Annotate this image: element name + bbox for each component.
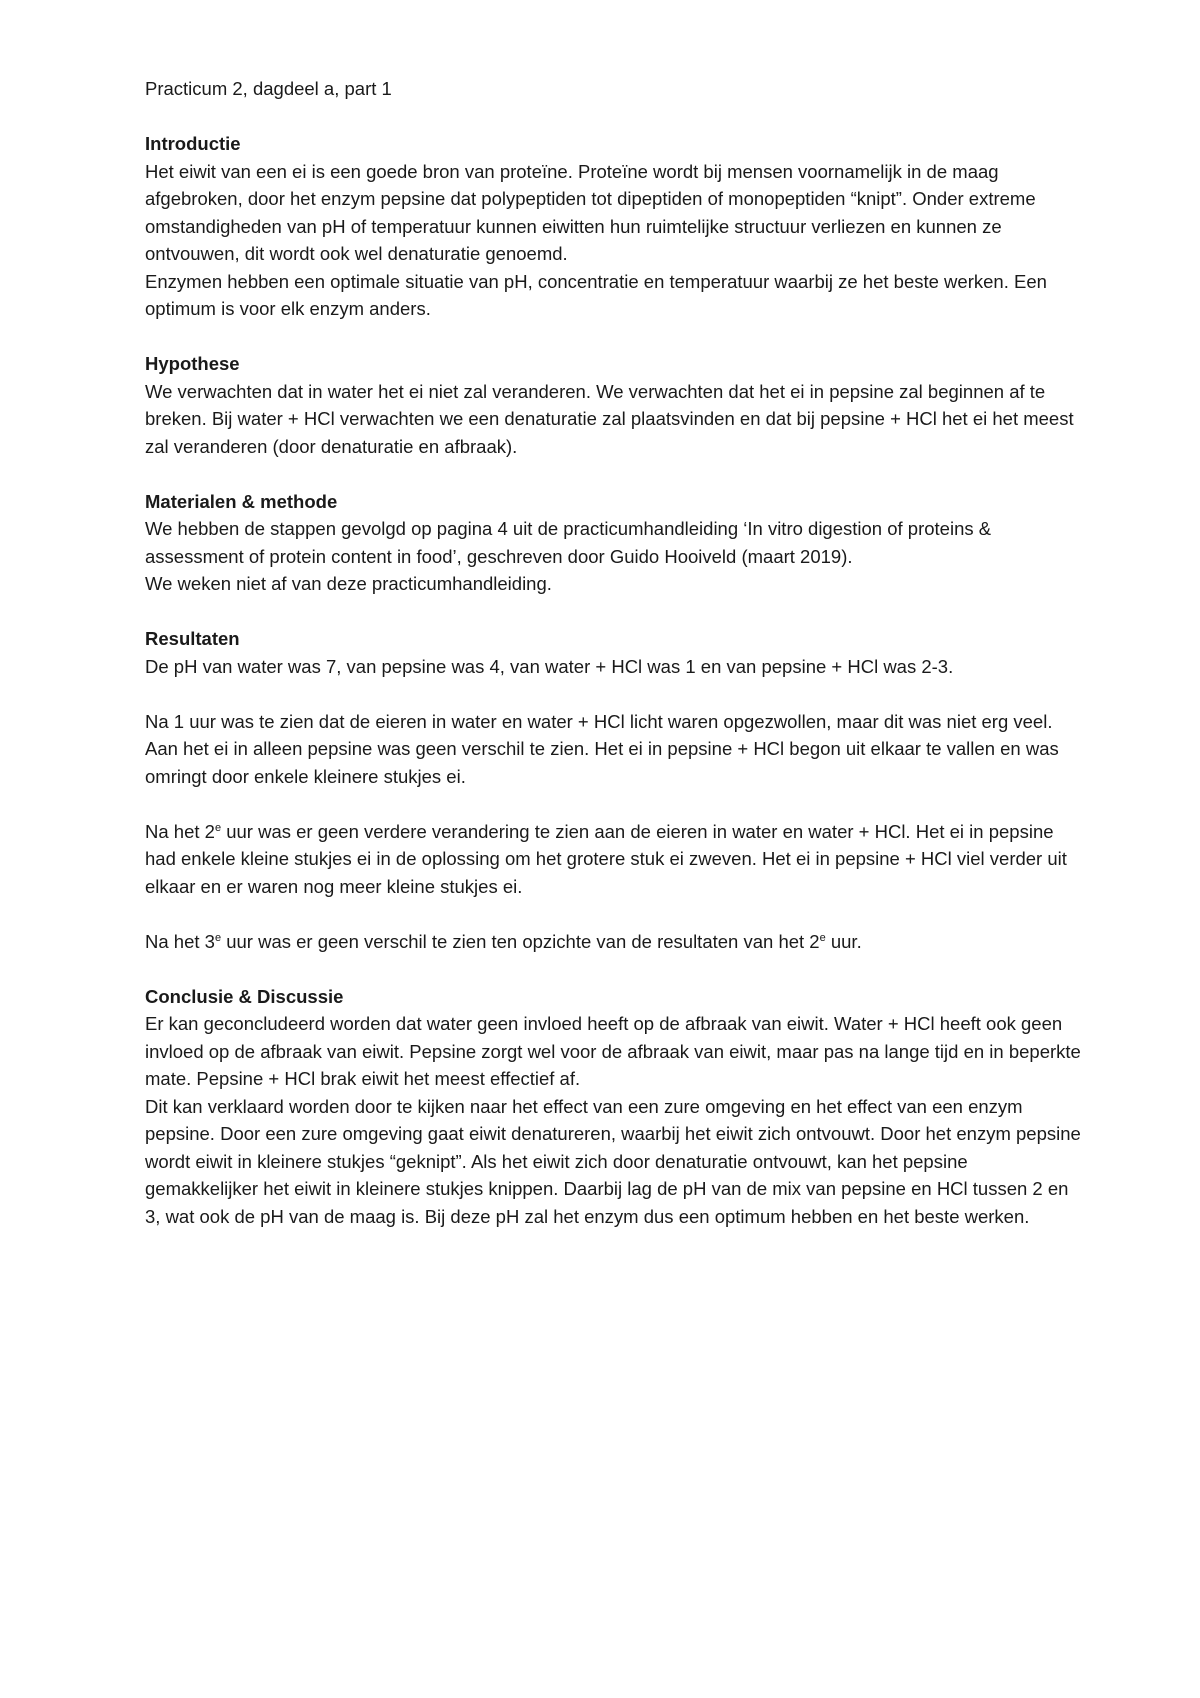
resultaten-p4-mid: uur was er geen verschil te zien ten opzichte van de resultaten van het 2 [221, 930, 820, 952]
section-resultaten [145, 625, 1085, 955]
resultaten-paragraph-4 [145, 928, 1085, 956]
resultaten-paragraph-1: De pH van water was 7, van pepsine was 4, van water + HCl was 1 en van pepsine + HCl was 2-3. [145, 655, 954, 677]
resultaten-p4-after: uur. [825, 930, 862, 952]
heading-hypothese: Hypothese [145, 353, 240, 374]
resultaten-paragraph-3 [145, 818, 1085, 901]
resultaten-p3-before: Na het 2 [145, 820, 215, 842]
resultaten-paragraph-2: Na 1 uur was te zien dat de eieren in water en water + HCl licht waren opgezwollen, maar dit was niet erg veel. Aan het ei in alleen pepsine was geen verschil te zien. Het ei in pepsine + HCl begon uit elkaar te vallen en was omringt door enkele kleinere stukjes ei. [145, 710, 1059, 787]
conclusie-paragraph-2: Dit kan verklaard worden door te kijken naar het effect van een zure omgeving en het effect van een enzym pepsine. Door een zure omgeving gaat eiwit denatureren, waarbij het eiwit zich ontvouwt. Door het enzym pepsine wordt eiwit in kleinere stukjes “geknipt”. Als het eiwit zich door denaturatie ontvouwt, kan het pepsine gemakkelijker het eiwit in kleinere stukjes knippen. Daarbij lag de pH van de mix van pepsine en HCl tussen 2 en 3, wat ook de pH van de maag is. Bij deze pH zal het enzym dus een optimum hebben en het beste werken. [145, 1095, 1081, 1227]
heading-introductie: Introductie [145, 133, 241, 154]
resultaten-p4-before: Na het 3 [145, 930, 215, 952]
resultaten-p3-sup: e [214, 821, 222, 834]
resultaten-p3-after: uur was er geen verdere verandering te zien aan de eieren in water en water + HCl. Het ei in pepsine had enkele kleine stukjes ei in de oplossing om het grotere stuk ei zweven. Het ei in pepsine + HCl viel verder uit elkaar en er waren nog meer kleine stukjes ei. [145, 820, 1067, 897]
materialen-paragraph-1: We hebben de stappen gevolgd op pagina 4 uit de practicumhandleiding ‘In vitro digestion of proteins & assessment of protein content in food’, geschreven door Guido Hooiveld (maart 2019). [145, 518, 992, 567]
heading-conclusie-discussie: Conclusie & Discussie [145, 985, 344, 1007]
introductie-paragraph-1: Het eiwit van een ei is een goede bron van proteïne. Proteïne wordt bij mensen voornamelijk in de maag afgebroken, door het enzym pepsine dat polypeptiden tot dipeptiden of monopeptiden “knipt”. Onder extreme omstandigheden van pH of temperatuur kunnen eiwitten hun ruimtelijke structuur verliezen en kunnen ze ontvouwen, dit wordt ook wel denaturatie genoemd. [145, 160, 1036, 264]
materialen-paragraph-2: We weken niet af van deze practicumhandleiding. [145, 573, 552, 594]
resultaten-p4-sup-2: e [819, 931, 826, 944]
document-body [145, 75, 1085, 1258]
resultaten-p4-sup-1: e [214, 931, 222, 944]
introductie-paragraph-2: Enzymen hebben een optimale situatie van pH, concentratie en temperatuur waarbij ze het beste werken. Een optimum is voor elk enzym anders. [145, 270, 1047, 319]
document-title: Practicum 2, dagdeel a, part 1 [145, 78, 392, 99]
hypothese-paragraph-1: We verwachten dat in water het ei niet zal veranderen. We verwachten dat het ei in pepsine zal beginnen af te breken. Bij water + HCl verwachten we een denaturatie zal plaatsvinden en dat bij pepsine + HCl het ei het meest zal veranderen (door denaturatie en afbraak). [145, 380, 1074, 457]
heading-materialen-methode: Materialen & methode [145, 490, 338, 512]
heading-resultaten: Resultaten [145, 628, 240, 649]
section-hypothese [145, 350, 1085, 460]
conclusie-paragraph-1: Er kan geconcludeerd worden dat water geen invloed heeft op de afbraak van eiwit. Water + HCl heeft ook geen invloed op de afbraak van eiwit. Pepsine zorgt wel voor de afbraak van eiwit, maar pas na lange tijd en in beperkte mate. Pepsine + HCl brak eiwit het meest effectief af. [145, 1013, 1081, 1089]
section-materialen-methode [145, 488, 1085, 598]
section-conclusie-discussie [145, 983, 1085, 1231]
section-introductie [145, 130, 1085, 323]
